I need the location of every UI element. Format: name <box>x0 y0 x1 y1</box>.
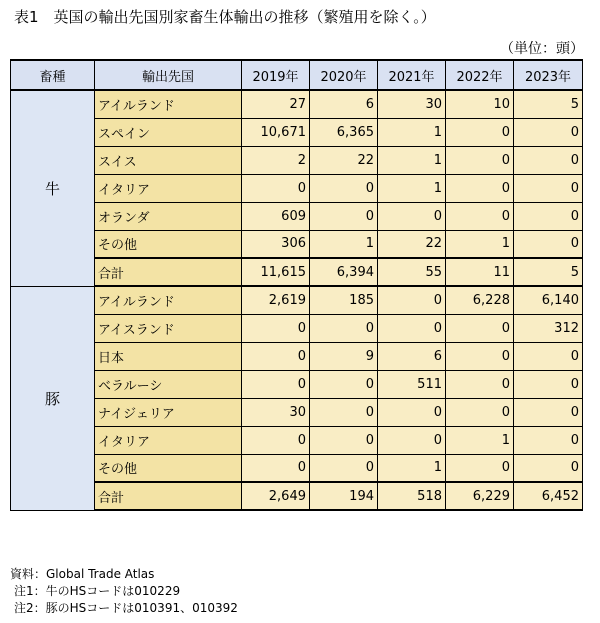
animal-cell: 豚 <box>11 286 95 510</box>
destination-cell: アイルランド <box>95 90 242 118</box>
total-label-cell: 合計 <box>95 258 242 286</box>
value-cell: 0 <box>446 342 514 370</box>
value-cell: 0 <box>242 426 310 454</box>
destination-cell: スペイン <box>95 118 242 146</box>
destination-cell: イタリア <box>95 426 242 454</box>
value-cell: 518 <box>378 482 446 510</box>
table-row-total <box>11 258 583 286</box>
value-cell: 0 <box>446 118 514 146</box>
header-row <box>11 60 583 90</box>
value-cell: 0 <box>446 454 514 482</box>
value-cell: 0 <box>514 342 583 370</box>
header-year: 2020年 <box>310 60 378 90</box>
value-cell: 0 <box>378 202 446 230</box>
value-cell: 0 <box>310 174 378 202</box>
header-destination: 輸出先国 <box>95 60 242 90</box>
value-cell: 5 <box>514 90 583 118</box>
header-year: 2019年 <box>242 60 310 90</box>
value-cell: 0 <box>378 398 446 426</box>
value-cell: 0 <box>514 370 583 398</box>
value-cell: 0 <box>242 370 310 398</box>
table-row <box>11 370 583 398</box>
table-row <box>11 230 583 258</box>
source-note: 資料：Global Trade Atlas <box>10 567 155 581</box>
value-cell: 0 <box>378 314 446 342</box>
value-cell: 30 <box>242 398 310 426</box>
destination-cell: その他 <box>95 454 242 482</box>
header-year: 2022年 <box>446 60 514 90</box>
value-cell: 511 <box>378 370 446 398</box>
value-cell: 10,671 <box>242 118 310 146</box>
export-table <box>10 59 583 511</box>
value-cell: 312 <box>514 314 583 342</box>
value-cell: 0 <box>242 342 310 370</box>
value-cell: 0 <box>446 398 514 426</box>
value-cell: 2 <box>242 146 310 174</box>
value-cell: 6,229 <box>446 482 514 510</box>
value-cell: 1 <box>378 454 446 482</box>
value-cell: 1 <box>310 230 378 258</box>
value-cell: 0 <box>446 146 514 174</box>
value-cell: 185 <box>310 286 378 314</box>
value-cell: 11,615 <box>242 258 310 286</box>
notes <box>10 566 238 617</box>
value-cell: 0 <box>514 174 583 202</box>
value-cell: 55 <box>378 258 446 286</box>
value-cell: 609 <box>242 202 310 230</box>
value-cell: 22 <box>310 146 378 174</box>
value-cell: 0 <box>310 314 378 342</box>
value-cell: 27 <box>242 90 310 118</box>
table-row <box>11 90 583 118</box>
value-cell: 10 <box>446 90 514 118</box>
table-row <box>11 342 583 370</box>
value-cell: 6,365 <box>310 118 378 146</box>
destination-cell: ベラルーシ <box>95 370 242 398</box>
destination-cell: その他 <box>95 230 242 258</box>
destination-cell: オランダ <box>95 202 242 230</box>
value-cell: 306 <box>242 230 310 258</box>
value-cell: 0 <box>514 230 583 258</box>
table-row <box>11 286 583 314</box>
value-cell: 2,619 <box>242 286 310 314</box>
destination-cell: イタリア <box>95 174 242 202</box>
value-cell: 0 <box>446 202 514 230</box>
value-cell: 6,228 <box>446 286 514 314</box>
value-cell: 0 <box>514 118 583 146</box>
value-cell: 0 <box>378 426 446 454</box>
value-cell: 0 <box>242 454 310 482</box>
value-cell: 0 <box>310 454 378 482</box>
value-cell: 0 <box>310 370 378 398</box>
table-title: 表1 英国の輸出先国別家畜生体輸出の推移（繁殖用を除く。） <box>14 8 436 26</box>
value-cell: 6 <box>378 342 446 370</box>
value-cell: 6 <box>310 90 378 118</box>
table-row <box>11 426 583 454</box>
value-cell: 1 <box>378 174 446 202</box>
value-cell: 0 <box>514 202 583 230</box>
value-cell: 0 <box>514 146 583 174</box>
value-cell: 30 <box>378 90 446 118</box>
value-cell: 0 <box>446 174 514 202</box>
value-cell: 0 <box>514 426 583 454</box>
value-cell: 0 <box>310 426 378 454</box>
table-body <box>11 90 583 510</box>
animal-cell: 牛 <box>11 90 95 286</box>
note-cattle-hs: 注1：牛のHSコードは010229 <box>14 584 181 598</box>
header-year: 2021年 <box>378 60 446 90</box>
value-cell: 22 <box>378 230 446 258</box>
table-row <box>11 146 583 174</box>
table-row <box>11 454 583 482</box>
table-row <box>11 314 583 342</box>
value-cell: 2,649 <box>242 482 310 510</box>
table-row-total <box>11 482 583 510</box>
total-label-cell: 合計 <box>95 482 242 510</box>
destination-cell: アイスランド <box>95 314 242 342</box>
value-cell: 6,452 <box>514 482 583 510</box>
value-cell: 6,140 <box>514 286 583 314</box>
value-cell: 0 <box>310 398 378 426</box>
value-cell: 1 <box>378 118 446 146</box>
value-cell: 9 <box>310 342 378 370</box>
destination-cell: アイルランド <box>95 286 242 314</box>
table-row <box>11 118 583 146</box>
unit-label: （単位：頭） <box>500 41 584 57</box>
table-row <box>11 398 583 426</box>
table-row <box>11 202 583 230</box>
value-cell: 0 <box>514 454 583 482</box>
value-cell: 6,394 <box>310 258 378 286</box>
destination-cell: 日本 <box>95 342 242 370</box>
header-year: 2023年 <box>514 60 583 90</box>
value-cell: 1 <box>446 426 514 454</box>
table-row <box>11 174 583 202</box>
value-cell: 0 <box>310 202 378 230</box>
value-cell: 1 <box>378 146 446 174</box>
header-animal: 畜種 <box>11 60 95 90</box>
value-cell: 1 <box>446 230 514 258</box>
value-cell: 0 <box>378 286 446 314</box>
value-cell: 194 <box>310 482 378 510</box>
value-cell: 5 <box>514 258 583 286</box>
value-cell: 0 <box>514 398 583 426</box>
value-cell: 0 <box>242 314 310 342</box>
value-cell: 11 <box>446 258 514 286</box>
destination-cell: スイス <box>95 146 242 174</box>
value-cell: 0 <box>446 314 514 342</box>
value-cell: 0 <box>446 370 514 398</box>
value-cell: 0 <box>242 174 310 202</box>
destination-cell: ナイジェリア <box>95 398 242 426</box>
note-pig-hs: 注2：豚のHSコードは010391、010392 <box>14 601 238 615</box>
